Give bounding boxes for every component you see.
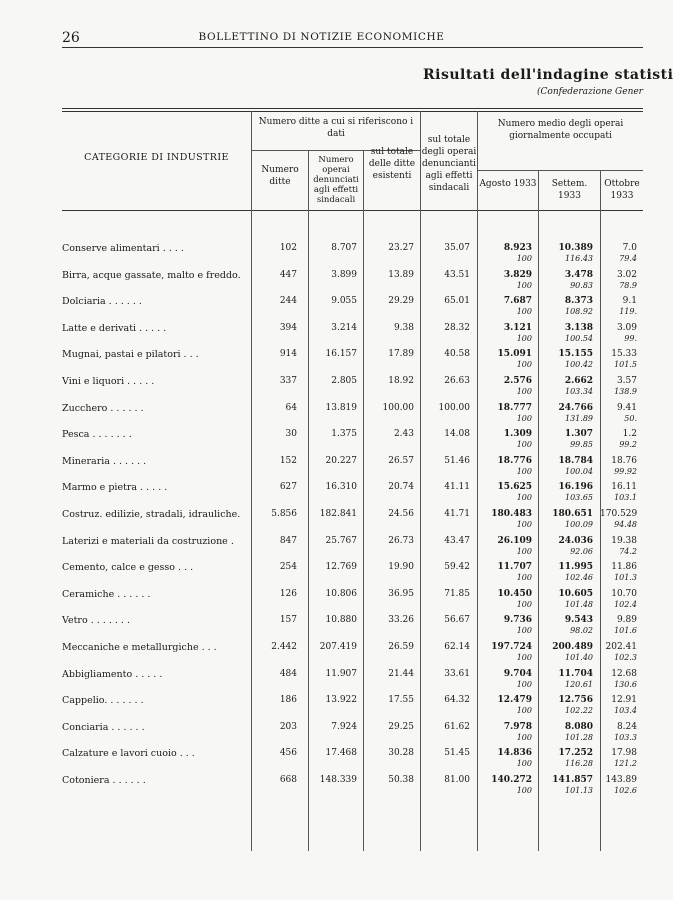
cell-ott-idx: 102.4	[614, 599, 637, 609]
cell-pct-operai: 33.61	[444, 668, 470, 679]
header-categorie: CATEGORIE DI INDUSTRIE	[84, 152, 229, 163]
cell-pct-operai: 59.42	[444, 562, 470, 573]
cell-operai: 207.419	[319, 642, 357, 652]
cell-pct-operai: 14.08	[444, 429, 470, 440]
row-category: Abbigliamento . . . . .	[62, 668, 163, 680]
page-number: 26	[62, 30, 80, 46]
cell-set-idx: 131.89	[565, 413, 593, 423]
cell-ago: 1.309	[503, 429, 532, 440]
table-row	[62, 296, 643, 326]
header-numero-ditte: Numero ditte	[261, 165, 299, 187]
row-category: Latte e derivati . . . . .	[62, 322, 167, 334]
cell-ago-idx: 100	[516, 786, 532, 795]
cell-pct-operai: 26.63	[444, 376, 470, 386]
row-category: Conciaria . . . . . .	[62, 721, 145, 733]
cell-ago-idx: 100	[516, 546, 532, 556]
table-row	[62, 270, 643, 300]
row-category: Meccaniche e metallurgiche . . .	[62, 642, 217, 653]
cell-ott: 10.70	[611, 588, 637, 599]
subheader-rule	[477, 170, 643, 171]
running-title: BOLLETTINO DI NOTIZIE ECONOMICHE	[198, 31, 445, 43]
cell-pct-ditte: 26.73	[388, 535, 414, 546]
cell-ago: 15.091	[497, 349, 532, 360]
cell-ago: 10.450	[497, 588, 532, 599]
cell-pct-operai: 61.62	[444, 721, 470, 732]
cell-pct-operai: 28.32	[444, 322, 470, 333]
cell-ditte: 126	[279, 588, 297, 599]
cell-set: 3.478	[564, 269, 593, 280]
header-sul-totale-ditte: sul totale delle ditte esistenti	[368, 147, 416, 181]
cell-ott-idx: 99.2	[619, 440, 637, 450]
row-category: Ceramiche . . . . . .	[62, 588, 151, 600]
cell-ago: 9.736	[503, 615, 532, 626]
cell-set-idx: 108.92	[565, 307, 593, 317]
cell-ott-idx: 101.5	[614, 360, 637, 370]
cell-ott-idx: 130.6	[614, 679, 637, 689]
table-row	[62, 642, 643, 672]
cell-ditte: 254	[279, 562, 297, 573]
cell-ago-idx: 100	[516, 573, 532, 583]
cell-pct-ditte: 18.92	[388, 376, 414, 386]
table-title: Risultati dell'indagine statisti	[423, 67, 673, 83]
row-category: Calzature e lavori cuoio . . .	[62, 748, 195, 760]
cell-ditte: 627	[279, 482, 297, 493]
cell-ott: 3.09	[616, 322, 637, 333]
table-row	[62, 376, 643, 406]
table-row	[62, 403, 643, 433]
table-row	[62, 562, 643, 592]
cell-ott: 18.76	[611, 455, 637, 466]
cell-set: 10.389	[558, 243, 593, 253]
cell-set: 141.857	[552, 775, 593, 785]
cell-pct-operai: 41.71	[444, 509, 470, 519]
cell-pct-ditte: 30.28	[388, 748, 414, 759]
cell-ago-idx: 100	[516, 360, 532, 370]
cell-set: 24.036	[558, 535, 593, 546]
cell-pct-ditte: 2.43	[393, 429, 414, 440]
cell-ott: 19.38	[611, 535, 637, 546]
cell-ago: 9.704	[503, 668, 532, 679]
cell-set: 18.784	[558, 455, 593, 466]
cell-ago-idx: 100	[516, 333, 532, 343]
cell-ditte: 447	[279, 269, 297, 280]
cell-ditte: 2.442	[271, 642, 297, 652]
cell-ditte: 102	[279, 243, 297, 253]
cell-set: 16.196	[558, 482, 593, 493]
table-row	[62, 349, 643, 379]
cell-ago: 8.923	[503, 243, 532, 253]
cell-ott: 202.41	[605, 642, 637, 652]
table-row	[62, 536, 643, 566]
cell-operai: 8.707	[331, 243, 357, 253]
cell-ott-idx: 79.4	[619, 254, 637, 263]
cell-ditte: 914	[279, 349, 297, 360]
cell-operai: 10.880	[325, 615, 357, 626]
header-rule	[62, 47, 643, 48]
row-category: Zucchero . . . . . .	[62, 402, 144, 414]
cell-ago-idx: 100	[516, 493, 532, 503]
cell-ago: 18.777	[497, 402, 532, 413]
cell-ago: 180.483	[491, 509, 532, 519]
cell-pct-ditte: 26.57	[388, 455, 414, 466]
cell-ago-idx: 100	[516, 280, 532, 290]
cell-ott-idx: 103.4	[614, 706, 637, 716]
cell-operai: 20.227	[325, 455, 357, 466]
cell-operai: 13.819	[325, 402, 357, 413]
cell-operai: 16.310	[325, 482, 357, 493]
cell-set: 17.252	[558, 748, 593, 759]
header-sul-totale-operai: sul totale degli operai denuncianti agli effetti sindacali	[421, 135, 477, 193]
row-category: Vetro . . . . . . .	[62, 615, 130, 627]
cell-ago-idx: 100	[516, 679, 532, 689]
cell-set: 8.080	[564, 721, 593, 732]
cell-ott: 12.91	[611, 695, 637, 706]
cell-operai: 10.806	[325, 588, 357, 599]
cell-ditte: 152	[279, 455, 297, 466]
cell-pct-operai: 65.01	[444, 296, 470, 307]
cell-pct-ditte: 36.95	[388, 588, 414, 599]
cell-set: 11.704	[558, 668, 593, 679]
cell-ago-idx: 100	[516, 466, 532, 476]
cell-set-idx: 101.48	[565, 599, 593, 609]
cell-pct-operai: 71.85	[444, 588, 470, 599]
row-category: Mugnai, pastai e pilatori . . .	[62, 349, 199, 361]
cell-ott: 1.2	[622, 429, 637, 440]
row-category: Conserve alimentari . . . .	[62, 243, 184, 254]
cell-pct-ditte: 29.29	[388, 296, 414, 307]
cell-operai: 3.214	[331, 322, 357, 333]
cell-ott: 3.02	[616, 269, 637, 280]
row-category: Cappelio. . . . . . .	[62, 695, 144, 707]
cell-pct-ditte: 50.38	[388, 775, 414, 785]
cell-ott: 7.0	[622, 243, 637, 253]
table-row	[62, 456, 643, 486]
cell-set-idx: 90.83	[570, 280, 593, 290]
cell-pct-operai: 62.14	[444, 642, 470, 652]
cell-ott-idx: 103.3	[614, 732, 637, 742]
table-row	[62, 669, 643, 699]
cell-ago-idx: 100	[516, 387, 532, 396]
cell-set-idx: 102.22	[565, 706, 593, 716]
cell-ditte: 30	[285, 429, 297, 440]
table-row	[62, 775, 643, 805]
row-category: Laterizi e materiali da costruzione .	[62, 535, 234, 547]
table-top-rule-double	[62, 111, 643, 112]
cell-ott: 143.89	[605, 775, 637, 785]
cell-pct-ditte: 13.89	[388, 269, 414, 280]
cell-set: 24.766	[558, 402, 593, 413]
cell-pct-ditte: 21.44	[388, 668, 414, 679]
cell-pct-ditte: 19.90	[388, 562, 414, 573]
cell-pct-ditte: 100.00	[382, 402, 414, 413]
cell-ditte: 186	[279, 695, 297, 706]
cell-ott-idx: 102.6	[614, 786, 637, 795]
cell-ago-idx: 100	[516, 653, 532, 662]
cell-ott: 8.24	[616, 721, 637, 732]
cell-ditte: 847	[279, 535, 297, 546]
cell-set-idx: 101.28	[565, 732, 593, 742]
cell-ago: 12.479	[497, 695, 532, 706]
table-row	[62, 482, 643, 512]
cell-ott-idx: 74.2	[619, 546, 637, 556]
cell-ott-idx: 119.	[619, 307, 637, 317]
cell-operai: 182.841	[319, 509, 357, 519]
row-category: Vini e liquori . . . . .	[62, 376, 155, 387]
cell-set: 10.605	[558, 588, 593, 599]
cell-ott-idx: 50.	[624, 413, 637, 423]
cell-operai: 12.769	[325, 562, 357, 573]
cell-set-idx: 100.04	[565, 466, 593, 476]
table-row	[62, 243, 643, 273]
cell-ditte: 64	[285, 402, 297, 413]
cell-pct-operai: 35.07	[444, 243, 470, 253]
cell-pct-ditte: 9.38	[393, 322, 414, 333]
cell-pct-ditte: 17.89	[388, 349, 414, 360]
cell-ott: 170.529	[600, 509, 638, 519]
cell-ott-idx: 94.48	[614, 520, 637, 529]
cell-set-idx: 98.02	[570, 626, 593, 636]
cell-ditte: 668	[279, 775, 297, 785]
cell-ago-idx: 100	[516, 520, 532, 529]
cell-set: 12.756	[558, 695, 593, 706]
cell-ago-idx: 100	[516, 599, 532, 609]
cell-operai: 13.922	[325, 695, 357, 706]
table-row	[62, 748, 643, 778]
cell-ago: 7.687	[503, 296, 532, 307]
cell-ott: 16.11	[611, 482, 637, 493]
table-row	[62, 323, 643, 353]
table-row	[62, 429, 643, 459]
cell-ago: 3.121	[503, 322, 532, 333]
cell-set: 2.662	[564, 376, 593, 386]
cell-pct-operai: 56.67	[444, 615, 470, 626]
cell-set: 15.155	[558, 349, 593, 360]
cell-operai: 2.805	[331, 376, 357, 386]
header-ottobre: Ottobre 1933	[604, 179, 640, 201]
cell-pct-operai: 41.11	[444, 482, 470, 493]
cell-set-idx: 116.43	[565, 254, 593, 263]
cell-ott-idx: 138.9	[614, 387, 637, 396]
cell-ott: 9.89	[616, 615, 637, 626]
table-row	[62, 589, 643, 619]
row-category: Costruz. edilizie, stradali, idrauliche.	[62, 509, 241, 520]
cell-pct-operai: 64.32	[444, 695, 470, 706]
cell-set-idx: 101.40	[565, 653, 593, 662]
cell-set-idx: 116.28	[565, 759, 593, 769]
cell-operai: 11.907	[325, 668, 357, 679]
cell-operai: 3.899	[331, 269, 357, 280]
table-subtitle: (Confederazione Gener	[537, 87, 643, 97]
cell-set: 1.307	[564, 429, 593, 440]
cell-pct-operai: 51.46	[444, 455, 470, 466]
cell-ago: 3.829	[503, 269, 532, 280]
row-category: Birra, acque gassate, malto e freddo.	[62, 269, 241, 281]
cell-ditte: 244	[279, 296, 297, 307]
cell-pct-ditte: 24.56	[388, 509, 414, 519]
cell-pct-operai: 43.47	[444, 535, 470, 546]
cell-ago: 18.776	[497, 455, 532, 466]
header-group-ditte: Numero ditte a cui si riferiscono i dati	[258, 117, 414, 139]
cell-operai: 16.157	[325, 349, 357, 360]
cell-ditte: 456	[279, 748, 297, 759]
cell-pct-ditte: 17.55	[388, 695, 414, 706]
cell-ago-idx: 100	[516, 732, 532, 742]
row-category: Dolciaria . . . . . .	[62, 296, 142, 308]
cell-set: 200.489	[552, 642, 593, 652]
cell-pct-ditte: 29.25	[388, 721, 414, 732]
row-category: Pesca . . . . . . .	[62, 429, 132, 441]
table-row	[62, 509, 643, 539]
cell-operai: 17.468	[325, 748, 357, 759]
table-top-rule	[62, 108, 643, 109]
cell-ago: 15.625	[497, 482, 532, 493]
cell-ott-idx: 102.3	[614, 653, 637, 662]
cell-operai: 25.767	[325, 535, 357, 546]
cell-pct-ditte: 33.26	[388, 615, 414, 626]
row-category: Cemento, calce e gesso . . .	[62, 562, 194, 574]
cell-ago-idx: 100	[516, 307, 532, 317]
cell-pct-ditte: 23.27	[388, 243, 414, 253]
cell-ago: 7.978	[503, 721, 532, 732]
cell-pct-ditte: 26.59	[388, 642, 414, 652]
table-header-bottom-rule	[62, 210, 643, 211]
cell-ott-idx: 101.6	[614, 626, 637, 636]
cell-set-idx: 92.06	[570, 546, 593, 556]
cell-ago-idx: 100	[516, 440, 532, 450]
cell-ago-idx: 100	[516, 759, 532, 769]
cell-operai: 148.339	[319, 775, 357, 785]
cell-pct-operai: 100.00	[438, 402, 470, 413]
cell-pct-operai: 43.51	[444, 269, 470, 280]
cell-ott: 11.86	[611, 562, 637, 573]
cell-ditte: 337	[279, 376, 297, 386]
cell-set-idx: 103.65	[565, 493, 593, 503]
cell-operai: 7.924	[331, 721, 357, 732]
cell-ditte: 484	[279, 668, 297, 679]
cell-ott: 17.98	[611, 748, 637, 759]
header-group-medio: Numero medio degli operai giornalmente occupati	[497, 119, 624, 141]
cell-pct-operai: 40.58	[444, 349, 470, 360]
cell-ditte: 203	[279, 721, 297, 732]
cell-set-idx: 102.46	[565, 573, 593, 583]
cell-set-idx: 100.42	[565, 360, 593, 370]
cell-ott: 9.41	[616, 402, 637, 413]
cell-set-idx: 101.13	[565, 786, 593, 795]
cell-set: 9.543	[564, 615, 593, 626]
cell-ott-idx: 78.9	[619, 280, 637, 290]
cell-ott: 3.57	[616, 376, 637, 386]
cell-operai: 1.375	[331, 429, 357, 440]
table-row	[62, 695, 643, 725]
cell-ago: 11.707	[497, 562, 532, 573]
header-settembre: Settem. 1933	[551, 179, 588, 201]
cell-ago: 2.576	[503, 376, 532, 386]
cell-ott-idx: 121.2	[614, 759, 637, 769]
cell-ott: 12.68	[611, 668, 637, 679]
cell-ago: 14.836	[497, 748, 532, 759]
cell-ott: 15.33	[611, 349, 637, 360]
cell-ago-idx: 100	[516, 706, 532, 716]
cell-ditte: 5.856	[271, 509, 297, 519]
header-numero-operai: Numero operai denunciati agli effetti sindacali	[313, 155, 359, 205]
cell-ago: 197.724	[491, 642, 532, 652]
cell-ago: 140.272	[491, 775, 532, 785]
cell-set-idx: 103.34	[565, 387, 593, 396]
cell-ott: 9.1	[622, 296, 637, 307]
header-agosto: Agosto 1933	[479, 179, 537, 189]
cell-ago-idx: 100	[516, 254, 532, 263]
cell-set-idx: 120.61	[565, 679, 593, 689]
cell-ago-idx: 100	[516, 413, 532, 423]
cell-set: 3.138	[564, 322, 593, 333]
cell-ditte: 394	[279, 322, 297, 333]
cell-operai: 9.055	[331, 296, 357, 307]
cell-set: 8.373	[564, 296, 593, 307]
row-category: Cotoniera . . . . . .	[62, 775, 146, 786]
cell-set-idx: 99.85	[570, 440, 593, 450]
table-row	[62, 722, 643, 752]
cell-set-idx: 100.09	[565, 520, 593, 529]
row-category: Mineraria . . . . . .	[62, 455, 147, 467]
table-row	[62, 615, 643, 645]
cell-ott-idx: 99.92	[614, 466, 637, 476]
cell-pct-ditte: 20.74	[388, 482, 414, 493]
row-category: Marmo e pietra . . . . .	[62, 482, 168, 494]
cell-ott-idx: 103.1	[614, 493, 637, 503]
cell-ott-idx: 99.	[624, 333, 637, 343]
cell-ago: 26.109	[497, 535, 532, 546]
cell-ago-idx: 100	[516, 626, 532, 636]
cell-ott-idx: 101.3	[614, 573, 637, 583]
cell-ditte: 157	[279, 615, 297, 626]
cell-set-idx: 100.54	[565, 333, 593, 343]
cell-pct-operai: 81.00	[444, 775, 470, 785]
cell-set: 180.651	[552, 509, 593, 519]
cell-set: 11.995	[558, 562, 593, 573]
cell-pct-operai: 51.45	[444, 748, 470, 759]
